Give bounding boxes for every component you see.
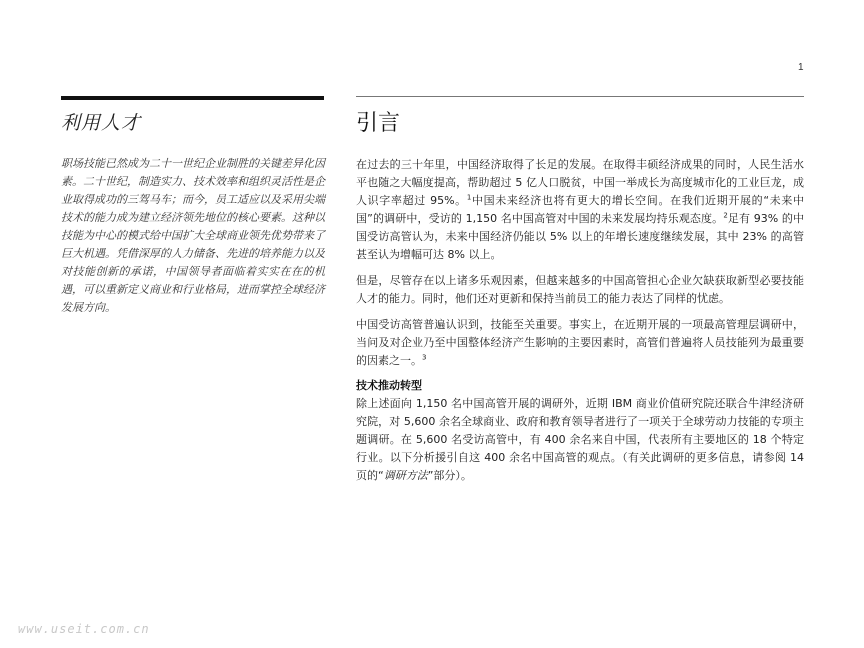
page-number: 1 xyxy=(798,62,804,73)
paragraph-text: 中国受访高管普遍认识到，技能至关重要。事实上，在近期开展的一项最高管理层调研中，当问及对企业乃至中国整体经济产生影响的主要因素时，高管们普遍将人员技能列为最重要的因素之一。 xyxy=(356,318,804,367)
method-link-text: 调研方法 xyxy=(383,469,428,482)
paragraph-intro xyxy=(356,156,804,264)
main-text xyxy=(356,156,804,493)
sidebar-title: 利用人才 xyxy=(61,112,142,134)
watermark: www.useit.com.cn xyxy=(18,622,150,636)
paragraph-text: 在过去的三十年里，中国经济取得了长足的发展。在取得丰硕经济成果的同时，人民生活水平也随之大幅度提高，帮助超过 5 亿人口脱贫，中国一举成长为高度城市化的工业巨龙，成人识字率超过 95%。 xyxy=(356,158,804,207)
paragraph-survey xyxy=(356,395,804,485)
subsection-heading: 技术推动转型 xyxy=(356,379,422,392)
section-title: 引言 xyxy=(356,111,401,136)
footnote-ref-1: 1 xyxy=(466,193,472,202)
paragraph-skills xyxy=(356,316,804,370)
paragraph-text: 中国未来经济也将有更大的增长空间。在我们近期开展的“未来中国”的调研中，受访的 1,150 名中国高管对中国的未来发展均持乐观态度。 xyxy=(356,194,804,225)
paragraph-text: ”部分）。 xyxy=(427,469,472,482)
left-column-rule xyxy=(61,96,324,100)
sidebar-summary: 职场技能已然成为二十一世纪企业制胜的关键差异化因素。二十世纪，制造实力、技术效率和组织灵活性是企业取得成功的三驾马车；而今，员工适应以及采用尖端技术的能力成为建立经济领先地位的核心要素。这种以技能为中心的模式给中国扩大全球商业领先优势带来了巨大机遇。凭借深厚的人力储备、先进的培养能力以及对技能创新的承诺，中国领导者面临着实实在在的机遇，可以重新定义商业和行业格局，进而掌控全球经济发展方向。 xyxy=(61,157,325,314)
footnote-ref-2: 2 xyxy=(723,211,728,220)
paragraph-text: 除上述面向 1,150 名中国高管开展的调研外，近期 IBM 商业价值研究院还联合牛津经济研究院，对 5,600 余名全球商业、政府和教育领导者进行了一项关于全球劳动力技能的专项主题调研。在 5,600 名受访高管中，有 400 余名来自中国，代表所有主要地区的 18 个特定行业。以下分析援引自这 400 余名中国高管的观点。（有关此调研的更多信息，请参阅 14 页的“ xyxy=(356,397,804,482)
right-column-rule xyxy=(356,96,804,97)
footnote-ref-3: 3 xyxy=(422,353,427,362)
paragraph-concern: 但是，尽管存在以上诸多乐观因素，但越来越多的中国高管担心企业欠缺获取新型必要技能人才的能力。同时，他们还对更新和保持当前员工的能力表达了同样的忧虑。 xyxy=(356,274,804,305)
paragraph-text: 足有 93% 的中国受访高管认为，未来中国经济仍能以 5% 以上的年增长速度继续发展，其中 23% 的高管甚至认为增幅可达 8% 以上。 xyxy=(356,212,804,261)
